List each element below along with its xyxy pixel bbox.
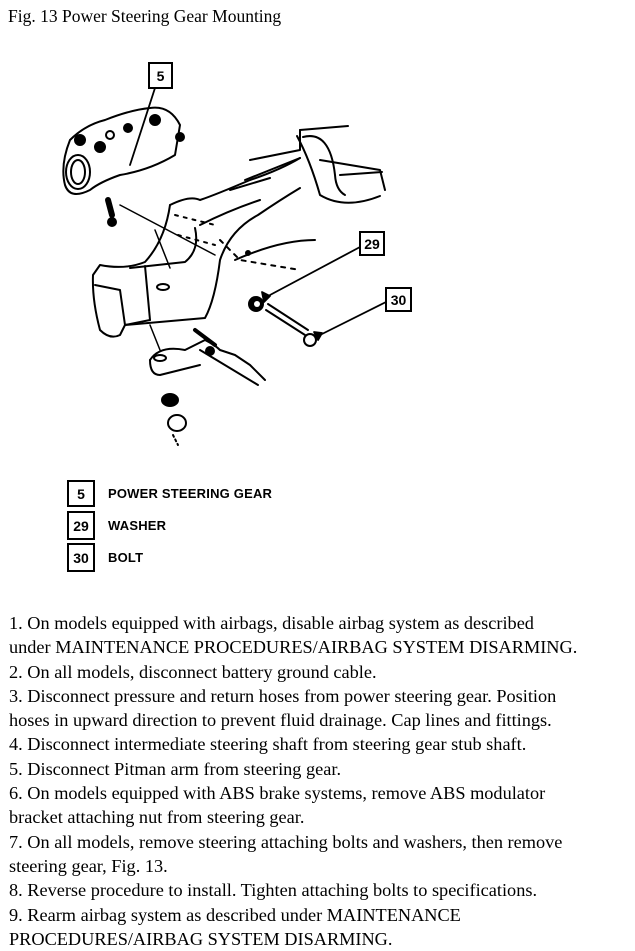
callout-29: 29 (359, 231, 385, 256)
washer-and-bolt (249, 297, 316, 346)
step-line: 1. On models equipped with airbags, disable airbag system as described (9, 613, 534, 633)
power-steering-gear (63, 108, 215, 255)
pitman-arm (150, 230, 265, 445)
step-line: 4. Disconnect intermediate steering shaft from steering gear stub shaft. (9, 734, 527, 755)
step-line: under MAINTENANCE PROCEDURES/AIRBAG SYSTEM DISARMING. (9, 637, 578, 658)
step-line: hoses in upward direction to prevent fluid drainage. Cap lines and fittings. (9, 710, 552, 731)
step-line: 9. Rearm airbag system as described under MAINTENANCE (9, 904, 461, 925)
legend-label-power-steering-gear: POWER STEERING GEAR (108, 486, 273, 501)
legend-label-washer: WASHER (108, 518, 167, 533)
crossmember (93, 158, 315, 337)
callout-5: 5 (148, 62, 173, 89)
frame-rail (230, 126, 385, 203)
step-line: 6. On models equipped with ABS brake systems, remove ABS modulator (9, 783, 546, 804)
legend-num-29: 29 (67, 511, 95, 540)
legend-label-bolt: BOLT (108, 550, 144, 565)
legend-num-5: 5 (67, 480, 95, 507)
callout-30: 30 (385, 287, 412, 312)
step-line: 2. On all models, disconnect battery ground cable. (9, 661, 377, 682)
step-line: bracket attaching nut from steering gear. (9, 807, 305, 828)
step-line: 5. Disconnect Pitman arm from steering gear. (9, 758, 342, 779)
step-line: PROCEDURES/AIRBAG SYSTEM DISARMING. (9, 928, 393, 949)
step-line: 3. Disconnect pressure and return hoses from power steering gear. Position (9, 685, 557, 706)
step-line: steering gear, Fig. 13. (9, 855, 168, 876)
figure-title: Fig. 13 Power Steering Gear Mounting (8, 6, 282, 26)
step-line: 8. Reverse procedure to install. Tighten attaching bolts to specifications. (9, 880, 538, 901)
procedure-steps (9, 611, 635, 951)
legend-num-30: 30 (67, 543, 95, 572)
step-line: 7. On all models, remove steering attaching bolts and washers, then remove (9, 831, 563, 852)
